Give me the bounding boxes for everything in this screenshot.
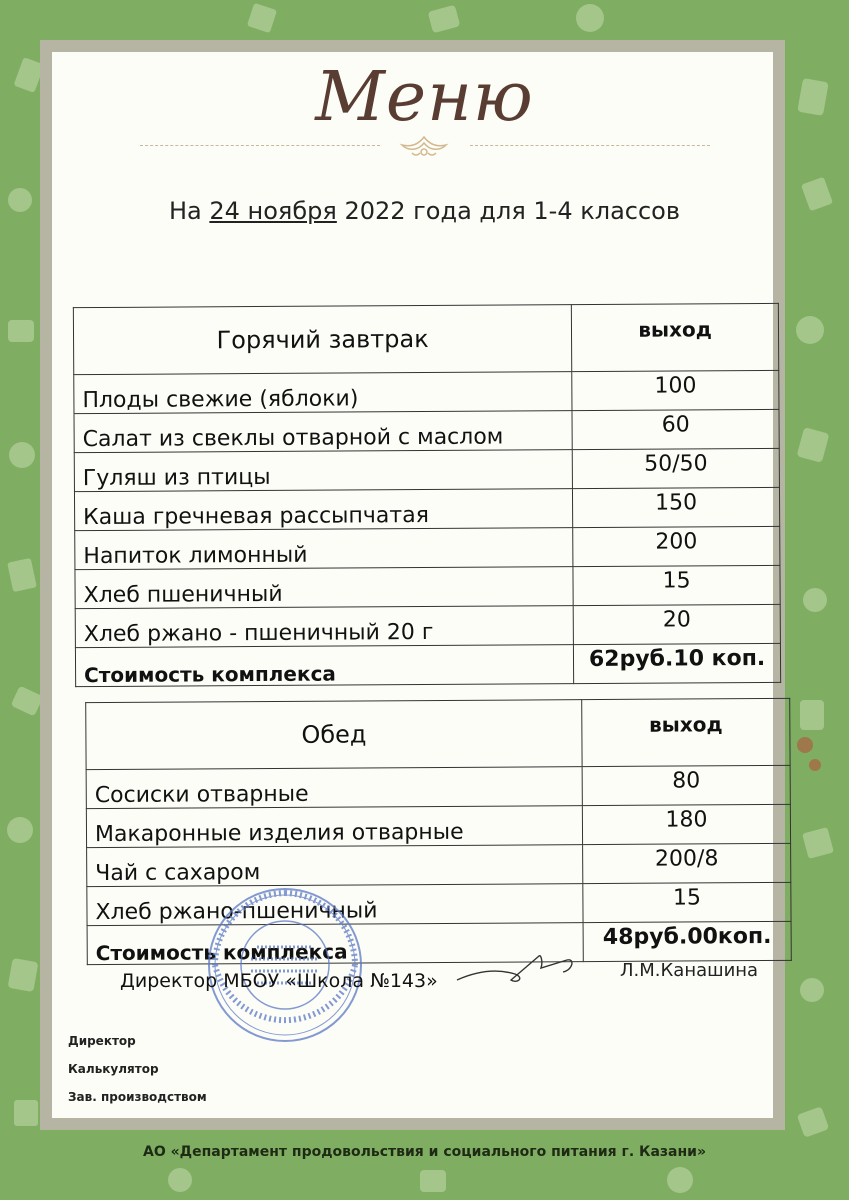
cost-label: Стоимость комплекса xyxy=(75,645,573,687)
subtitle-suffix: 2022 года для 1-4 классов xyxy=(336,197,680,225)
director-label: Директор МБОУ «Школа №143» xyxy=(120,970,438,992)
dish-name: Плоды свежие (яблоки) xyxy=(74,372,572,414)
table-row xyxy=(87,882,791,925)
dish-name: Чай с сахаром xyxy=(87,845,583,887)
role-production-head: Зав. производством xyxy=(68,1090,207,1104)
role-calculator: Калькулятор xyxy=(68,1062,159,1076)
dish-yield: 20 xyxy=(573,604,780,644)
table-header-row xyxy=(73,303,778,374)
dish-yield: 200/8 xyxy=(583,843,791,883)
table-header-row xyxy=(86,698,790,769)
subtitle-prefix: На xyxy=(169,197,210,225)
dish-yield: 15 xyxy=(573,565,780,605)
table-row xyxy=(75,526,780,569)
dish-yield: 100 xyxy=(572,370,779,410)
table-row xyxy=(75,565,780,608)
dish-yield: 80 xyxy=(582,765,790,805)
dish-yield: 15 xyxy=(583,882,791,922)
table-row xyxy=(74,448,779,491)
table-row xyxy=(86,804,790,847)
roles-list xyxy=(68,1033,207,1117)
cost-row xyxy=(75,643,780,686)
dish-name: Гуляш из птицы xyxy=(74,450,572,492)
dish-name: Сосиски отварные xyxy=(86,767,582,809)
dish-name: Хлеб ржано - пшеничный 20 г xyxy=(75,606,573,648)
yield-header: выход xyxy=(582,698,790,766)
footer-organization: АО «Департамент продовольствия и социального питания г. Казани» xyxy=(142,1144,707,1160)
cost-row xyxy=(87,921,791,964)
table-row xyxy=(87,843,791,886)
breakfast-table xyxy=(73,303,781,687)
dish-yield: 200 xyxy=(573,526,780,566)
table-row xyxy=(74,409,779,452)
table-row xyxy=(74,487,779,530)
breakfast-title: Горячий завтрак xyxy=(73,305,572,375)
table-row xyxy=(75,604,780,647)
dish-name: Макаронные изделия отварные xyxy=(86,806,582,848)
divider-right xyxy=(470,145,710,146)
cost-value: 48руб.00коп. xyxy=(583,921,791,961)
cost-value: 62руб.10 коп. xyxy=(574,643,781,683)
cost-label: Стоимость комплекса xyxy=(87,923,583,965)
dish-name: Салат из свеклы отварной с маслом xyxy=(74,411,572,453)
dish-yield: 150 xyxy=(573,487,780,527)
table-row xyxy=(74,370,779,413)
ornament-icon xyxy=(394,133,454,159)
lunch-title: Обед xyxy=(86,700,582,770)
divider-left xyxy=(140,145,380,146)
dish-name: Каша гречневая рассыпчатая xyxy=(74,489,572,531)
table-row xyxy=(86,765,790,808)
director-name: Л.М.Канашина xyxy=(620,960,759,981)
dish-name: Напиток лимонный xyxy=(75,528,573,570)
dish-yield: 180 xyxy=(582,804,790,844)
dish-yield: 50/50 xyxy=(572,448,779,488)
menu-date: 24 ноября xyxy=(209,197,337,225)
role-director: Директор xyxy=(68,1034,136,1048)
director-signature xyxy=(455,950,585,990)
dish-yield: 60 xyxy=(572,409,779,449)
stamp-seal xyxy=(205,885,365,1045)
dish-name: Хлеб пшеничный xyxy=(75,567,573,609)
lunch-table xyxy=(85,698,792,965)
yield-header: выход xyxy=(572,303,779,371)
page-title: Меню xyxy=(315,58,534,137)
dish-name: Хлеб ржано-пшеничный xyxy=(87,884,583,926)
menu-date-line xyxy=(0,197,849,225)
